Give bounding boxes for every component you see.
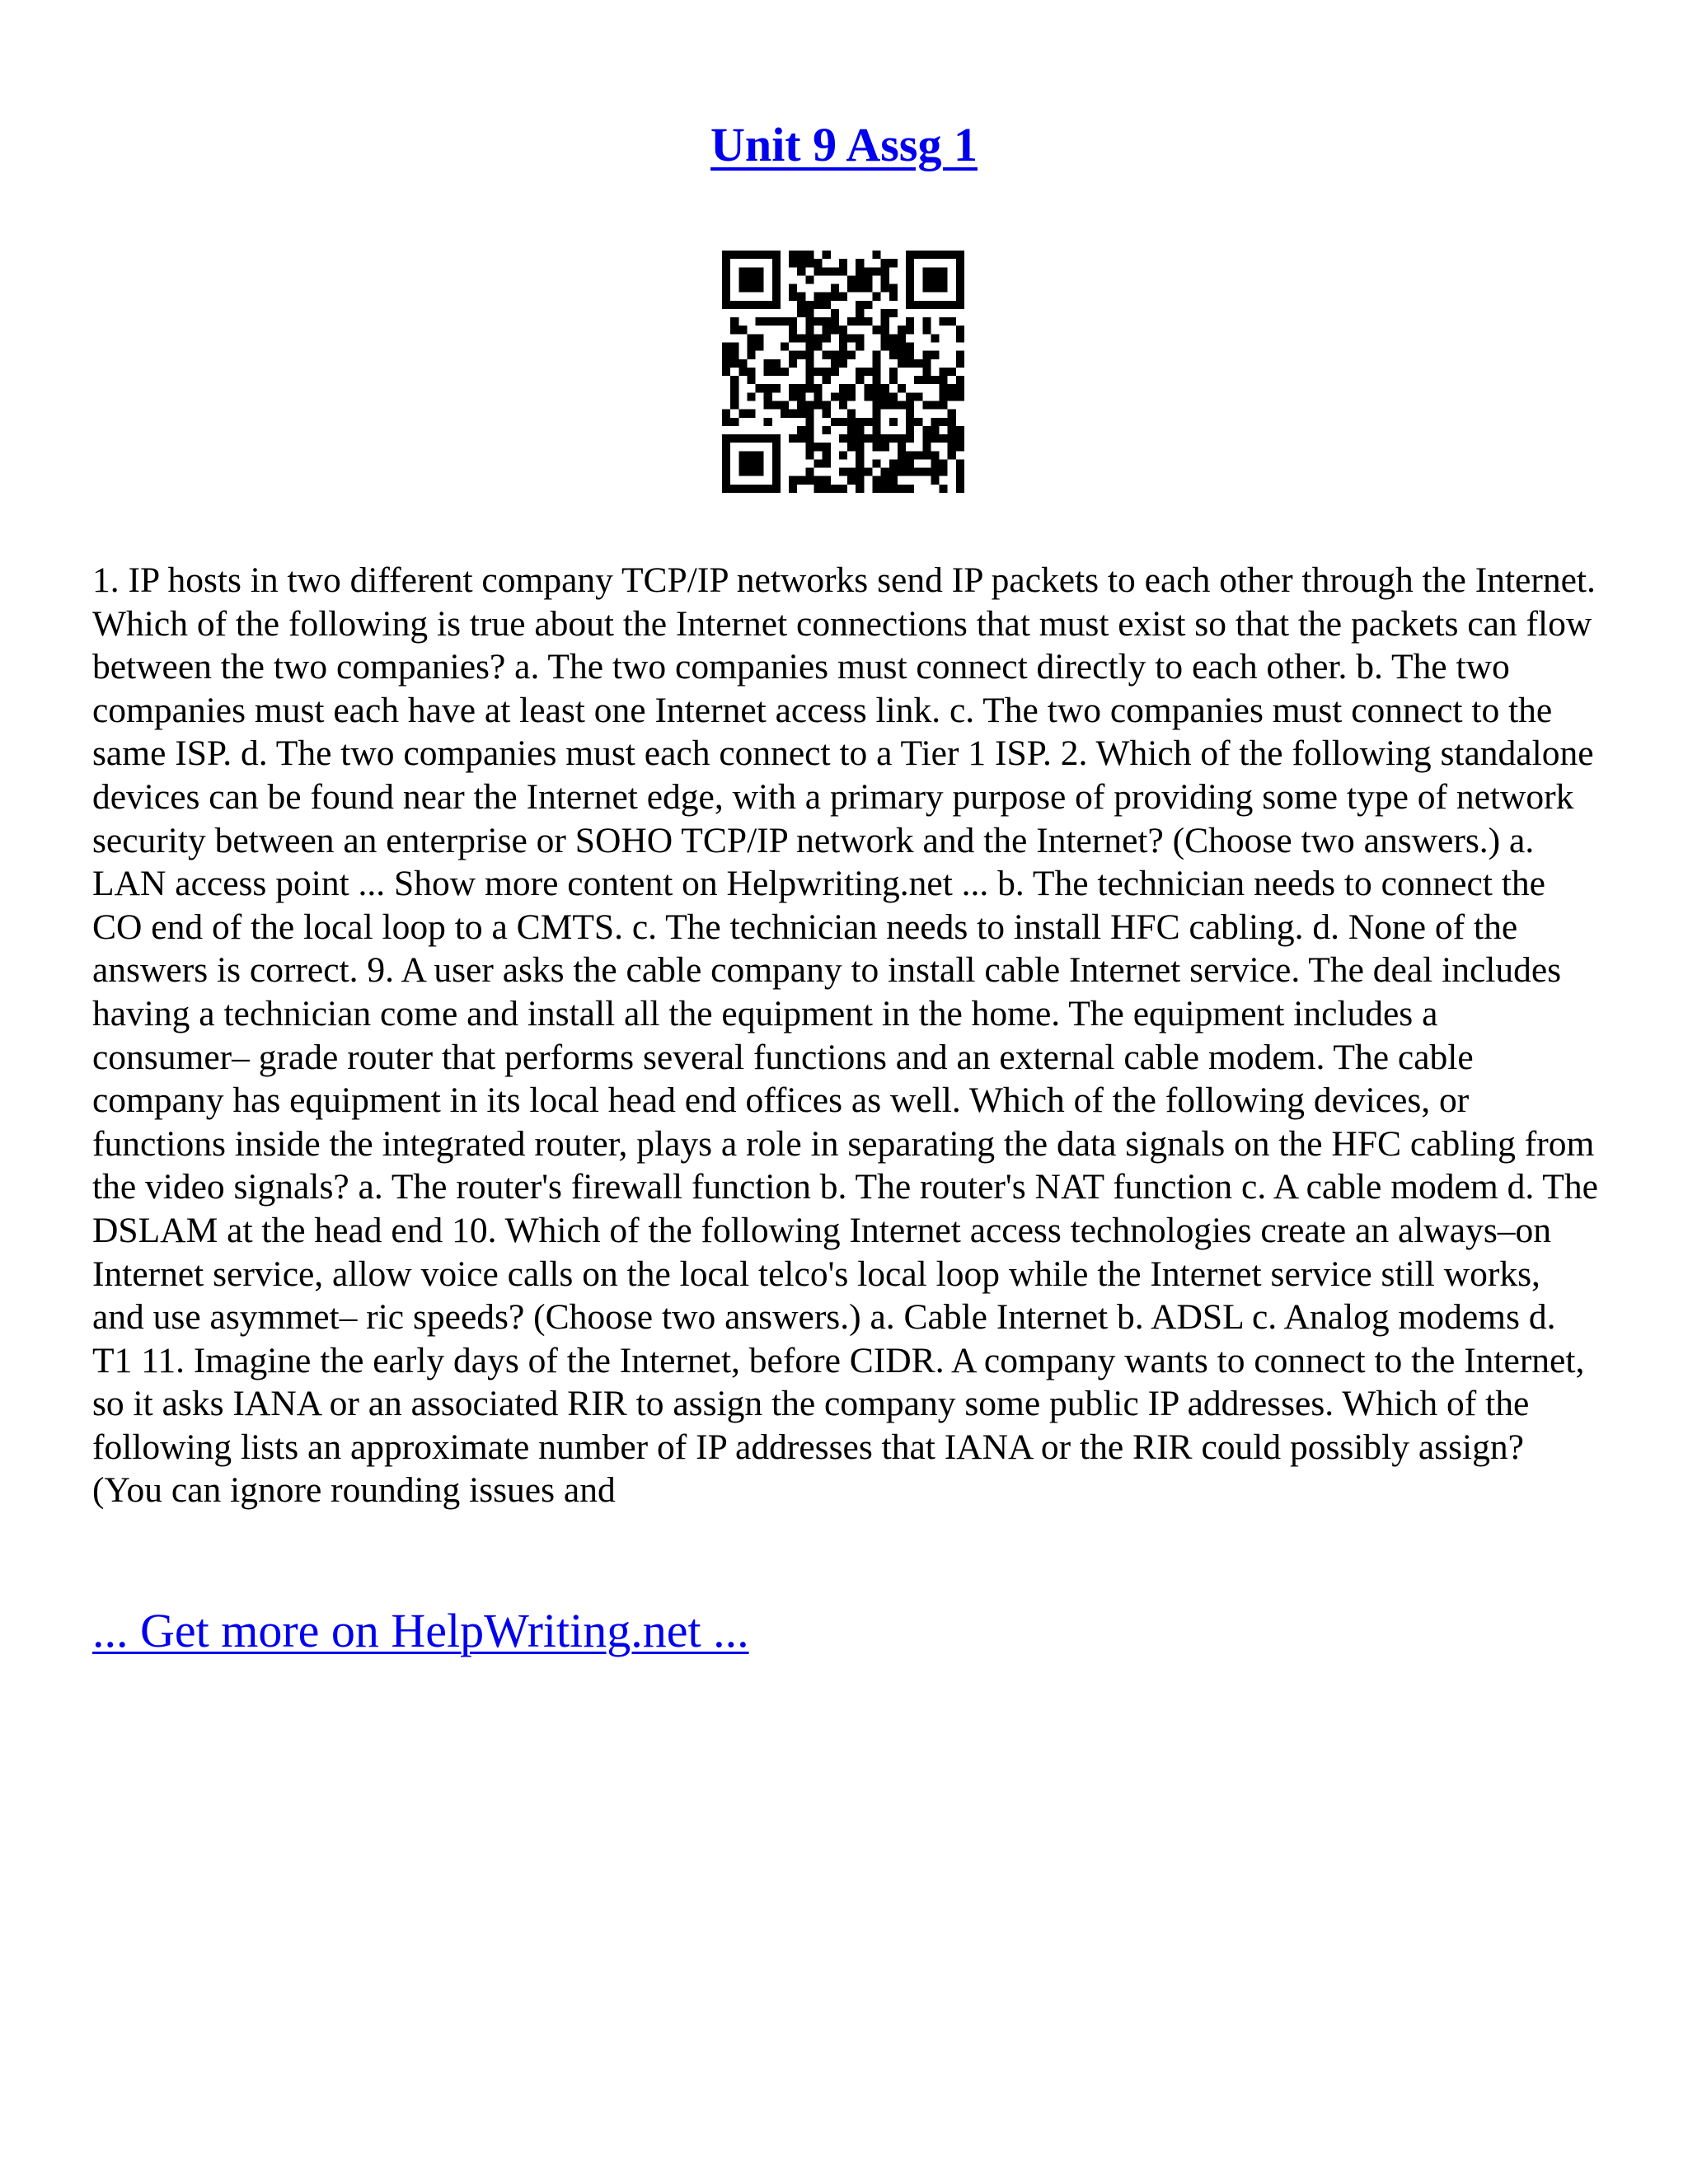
more-link-container xyxy=(92,1602,749,1660)
body-text: 1. IP hosts in two different company TCP/IP networks send IP packets to each other through the Internet. Which of the following is true about the Internet connections that must exist so that the packets can flow between the two companies? a. The two companies must connect directly to each other. b. The two companies must each have at least one Internet access link. c. The two companies must connect to the same ISP. d. The two companies must each connect to a Tier 1 ISP. 2. Which of the following standalone devices can be found near the Internet edge, with a primary purpose of providing some type of network security between an enterprise or SOHO TCP/IP network and the Internet? (Choose two answers.) a. LAN access point ... Show more content on Helpwriting.net ... b. The technician needs to connect the CO end of the local loop to a CMTS. c. The technician needs to install HFC cabling. d. None of the answers is correct. 9. A user asks the cable company to install cable Internet service. The deal includes having a technician come and install all the equipment in the home. The equipment includes a consumer– grade router that performs several functions and an external cable modem. The cable company has equipment in its local head end offices as well. Which of the following devices, or functions inside the integrated router, plays a role in separating the data signals on the HFC cabling from the video signals? a. The router's firewall function b. The router's NAT function c. A cable modem d. The DSLAM at the head end 10. Which of the following Internet access technologies create an always–on Internet service, allow voice calls on the local telco's local loop while the Internet service still works, and use asymmet– ric speeds? (Choose two answers.) a. Cable Internet b. ADSL c. Analog modems d. T1 11. Imagine the early days of the Internet, before CIDR. A company wants to connect to the Internet, so it asks IANA or an associated RIR to assign the company some public IP addresses. Which of the following lists an approximate number of IP addresses that IANA or the RIR could possibly assign? (You can ignore rounding issues and xyxy=(92,560,1598,1511)
get-more-link[interactable]: ... Get more on HelpWriting.net ... xyxy=(92,1604,749,1657)
page-title xyxy=(0,112,1688,178)
qr-code-icon xyxy=(722,251,964,493)
title-link[interactable]: Unit 9 Assg 1 xyxy=(710,118,978,171)
